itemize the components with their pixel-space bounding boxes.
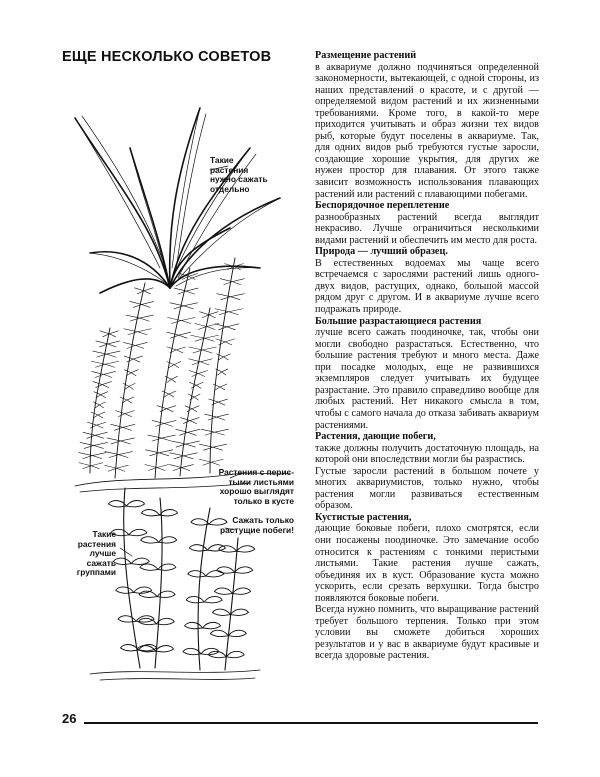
leaf-whorl bbox=[209, 399, 228, 405]
section-paragraph: также должны получить достаточную площадь, на которой они впоследствии могли бы разрастись. bbox=[315, 442, 539, 466]
pinnate-plant-drawing bbox=[90, 258, 235, 478]
leaf-whorl bbox=[167, 332, 191, 338]
leaf-whorl bbox=[87, 422, 106, 428]
caption-separate-planting: Такие растения нужно сажать отдельно bbox=[210, 155, 268, 194]
shoot-leaf-pair bbox=[217, 567, 253, 573]
leaf-whorl bbox=[124, 370, 138, 376]
pinnate-leaf-whorls bbox=[79, 264, 245, 472]
leaf-whorl bbox=[105, 452, 132, 458]
section bbox=[315, 316, 539, 431]
section-heading: Размещение растений bbox=[315, 50, 417, 61]
leaf-whorl bbox=[216, 369, 228, 375]
leaf-whorl bbox=[83, 432, 107, 438]
leaf-whorl bbox=[176, 429, 200, 435]
shoot-leaf-pair bbox=[111, 529, 147, 535]
leaf-whorl bbox=[215, 324, 239, 330]
leaf-whorl bbox=[170, 303, 198, 309]
leaf-whorl bbox=[124, 329, 152, 335]
leaf-whorl bbox=[94, 392, 108, 398]
section-heading: Кустистые растения, bbox=[315, 511, 412, 523]
leaf-whorl bbox=[130, 301, 154, 307]
section bbox=[315, 50, 539, 200]
leaf-whorl bbox=[172, 441, 200, 447]
leaf-whorl bbox=[185, 406, 199, 412]
caption-group-planting: Такие растения лучше сажать группами bbox=[76, 529, 116, 578]
leaf-whorl bbox=[79, 453, 106, 459]
section-heading: Большие разрастающиеся растения bbox=[315, 315, 482, 327]
shoot-leaf-pair bbox=[186, 596, 222, 602]
leaf-whorl bbox=[105, 465, 129, 471]
leaf-whorl bbox=[152, 420, 176, 426]
shoot-leaf-pair bbox=[140, 564, 176, 570]
shoot-leaf-pair bbox=[142, 510, 178, 516]
leaf-whorl bbox=[79, 463, 103, 469]
leaf-whorl bbox=[189, 371, 208, 377]
leaf-whorl bbox=[111, 424, 135, 430]
text-column bbox=[315, 50, 539, 662]
section-heading: Растения, дающие побеги, bbox=[315, 431, 436, 443]
sword-plant-drawing bbox=[75, 108, 280, 293]
page-title: ЕЩЕ НЕСКОЛЬКО СОВЕТОВ bbox=[62, 49, 272, 65]
shoot-leaf-pair bbox=[138, 618, 174, 624]
page-number: 26 bbox=[62, 711, 77, 726]
leaf-whorl bbox=[120, 397, 134, 403]
leaf-whorl bbox=[217, 294, 245, 300]
leaf-whorl bbox=[80, 442, 108, 448]
leaf-whorl bbox=[199, 444, 226, 450]
bottom-gravel bbox=[90, 670, 260, 680]
section-paragraph: Всегда нужно помнить, что выращивание растений требует большого терпения. Только при этом условии вы сможете добиться хороших результатов и у вас в аквариуме будут красивые и всегда здоровые растения. bbox=[315, 604, 539, 662]
sword-plant-leaf-fill bbox=[75, 108, 280, 286]
leaf-whorl bbox=[174, 288, 198, 294]
leaf-whorl bbox=[216, 339, 235, 345]
leaf-whorl bbox=[189, 347, 217, 353]
leaf-whorl bbox=[170, 453, 197, 459]
leaf-whorl bbox=[188, 394, 200, 400]
page-footer bbox=[62, 708, 540, 728]
caption-shoots-only: Сажать только растущие побеги! bbox=[219, 515, 294, 535]
leaf-whorl bbox=[201, 429, 229, 435]
section-paragraph: лучше всего сажать поодиночке, так, чтобы они могли свободно разрастаться. Естественно, что большие растения требуют и много места. Даже при посадке молодых, еще не развившихся экземпляров следует учитывать их будущее разрастание. Это правило справедливо вообще для любых растений. Нет никакого смысла в том, чтобы с самого начала до отказа забивать аквариум растениями. bbox=[315, 327, 539, 431]
leaf-whorl bbox=[189, 382, 203, 388]
leaf-whorl bbox=[167, 347, 186, 353]
leaf-whorl bbox=[107, 438, 135, 444]
section-paragraph: в аквариуме должно подчиняться определенной закономерности, вытекающей, с одной стороны, из наших представлений о красоте, и с другой — определяемой видом растений и их жизненными требованиями. Кроме того, в какой-то мере приходится учитывать и образ жизни тех видов рыб, которые будут поселены в аквариуме. Так, для одних видов рыб требуются густые заросли, создающие хорошие укрытия, для других же нужен простор для плавания. От этого также зависит возможность использования плавающих растений или растений с плавающими побегами. bbox=[315, 61, 539, 200]
section bbox=[315, 512, 539, 662]
leaf-whorl bbox=[116, 411, 135, 417]
shoot-leaf-pair bbox=[113, 558, 149, 564]
leaf-whorl bbox=[96, 341, 120, 347]
leaf-whorl bbox=[91, 412, 105, 418]
leaf-whorl bbox=[91, 361, 119, 367]
section bbox=[315, 431, 539, 512]
leaf-whorl bbox=[157, 406, 176, 412]
leaf-whorl bbox=[204, 414, 228, 420]
leaf-whorl bbox=[170, 465, 194, 471]
leaf-whorl bbox=[145, 450, 172, 456]
section-paragraph: дающие боковые побеги, плохо смотрятся, если они посажены поодиночке. Это замечание особо относится к растениям с тонкими перистыми листьями. Такие растения лучше сажать, объединяя их в куст. Образование куста можно ускорить, если срезать верхушки. Тогда быстро появляются боковые побеги. bbox=[315, 523, 539, 604]
leaf-whorl bbox=[220, 279, 244, 285]
leaf-whorl bbox=[181, 418, 200, 424]
section bbox=[315, 246, 539, 315]
leaf-whorl bbox=[167, 318, 195, 324]
leaf-whorl bbox=[92, 371, 116, 377]
leaf-whorl bbox=[215, 309, 243, 315]
leaf-whorl bbox=[188, 359, 212, 365]
leaf-whorl bbox=[126, 315, 154, 321]
leaf-whorl bbox=[148, 435, 176, 441]
section-paragraph: В естественных водоемах мы чаще всего встречаемся с зарослями растений лишь одного-двух видов, растущих, однако, большой массой рядом друг с другом. И в аквариуме лучше всего подражать природе. bbox=[315, 257, 539, 316]
section-paragraph: Густые заросли растений в большом почете у многих аквариумистов, только нужно, чтобы растения могли развиваться естественным образом. bbox=[315, 465, 539, 512]
section-heading: Природа — лучший образец. bbox=[315, 246, 448, 258]
shoot-leaf-pair bbox=[185, 622, 221, 628]
shoot-leaf-pair bbox=[116, 587, 152, 593]
shoot-leaf-pair bbox=[109, 501, 145, 507]
shoot-leaf-pair bbox=[215, 588, 251, 594]
shoot-leaf-pair bbox=[141, 537, 177, 543]
leaf-whorl bbox=[123, 342, 147, 348]
leaf-whorl bbox=[145, 465, 169, 471]
footer-rule bbox=[84, 722, 538, 724]
section-heading: Беспорядочное переплетение bbox=[315, 200, 450, 212]
section bbox=[315, 200, 539, 246]
leaf-whorl bbox=[199, 459, 223, 465]
leaf-whorl bbox=[93, 382, 112, 388]
leaf-whorl bbox=[124, 356, 143, 362]
caption-pinnate-plants: Растения с перис- тыми листьями хорошо выглядят только в кусте bbox=[218, 467, 294, 506]
leaf-whorl bbox=[165, 376, 177, 382]
leaf-whorl bbox=[93, 351, 121, 357]
section-paragraph: разнообразных растений всегда выглядит некрасиво. Лучше ограничиться несколькими видами растений и обеспечить им место для роста. bbox=[315, 211, 539, 246]
shoot-leaf-pair bbox=[139, 591, 175, 597]
